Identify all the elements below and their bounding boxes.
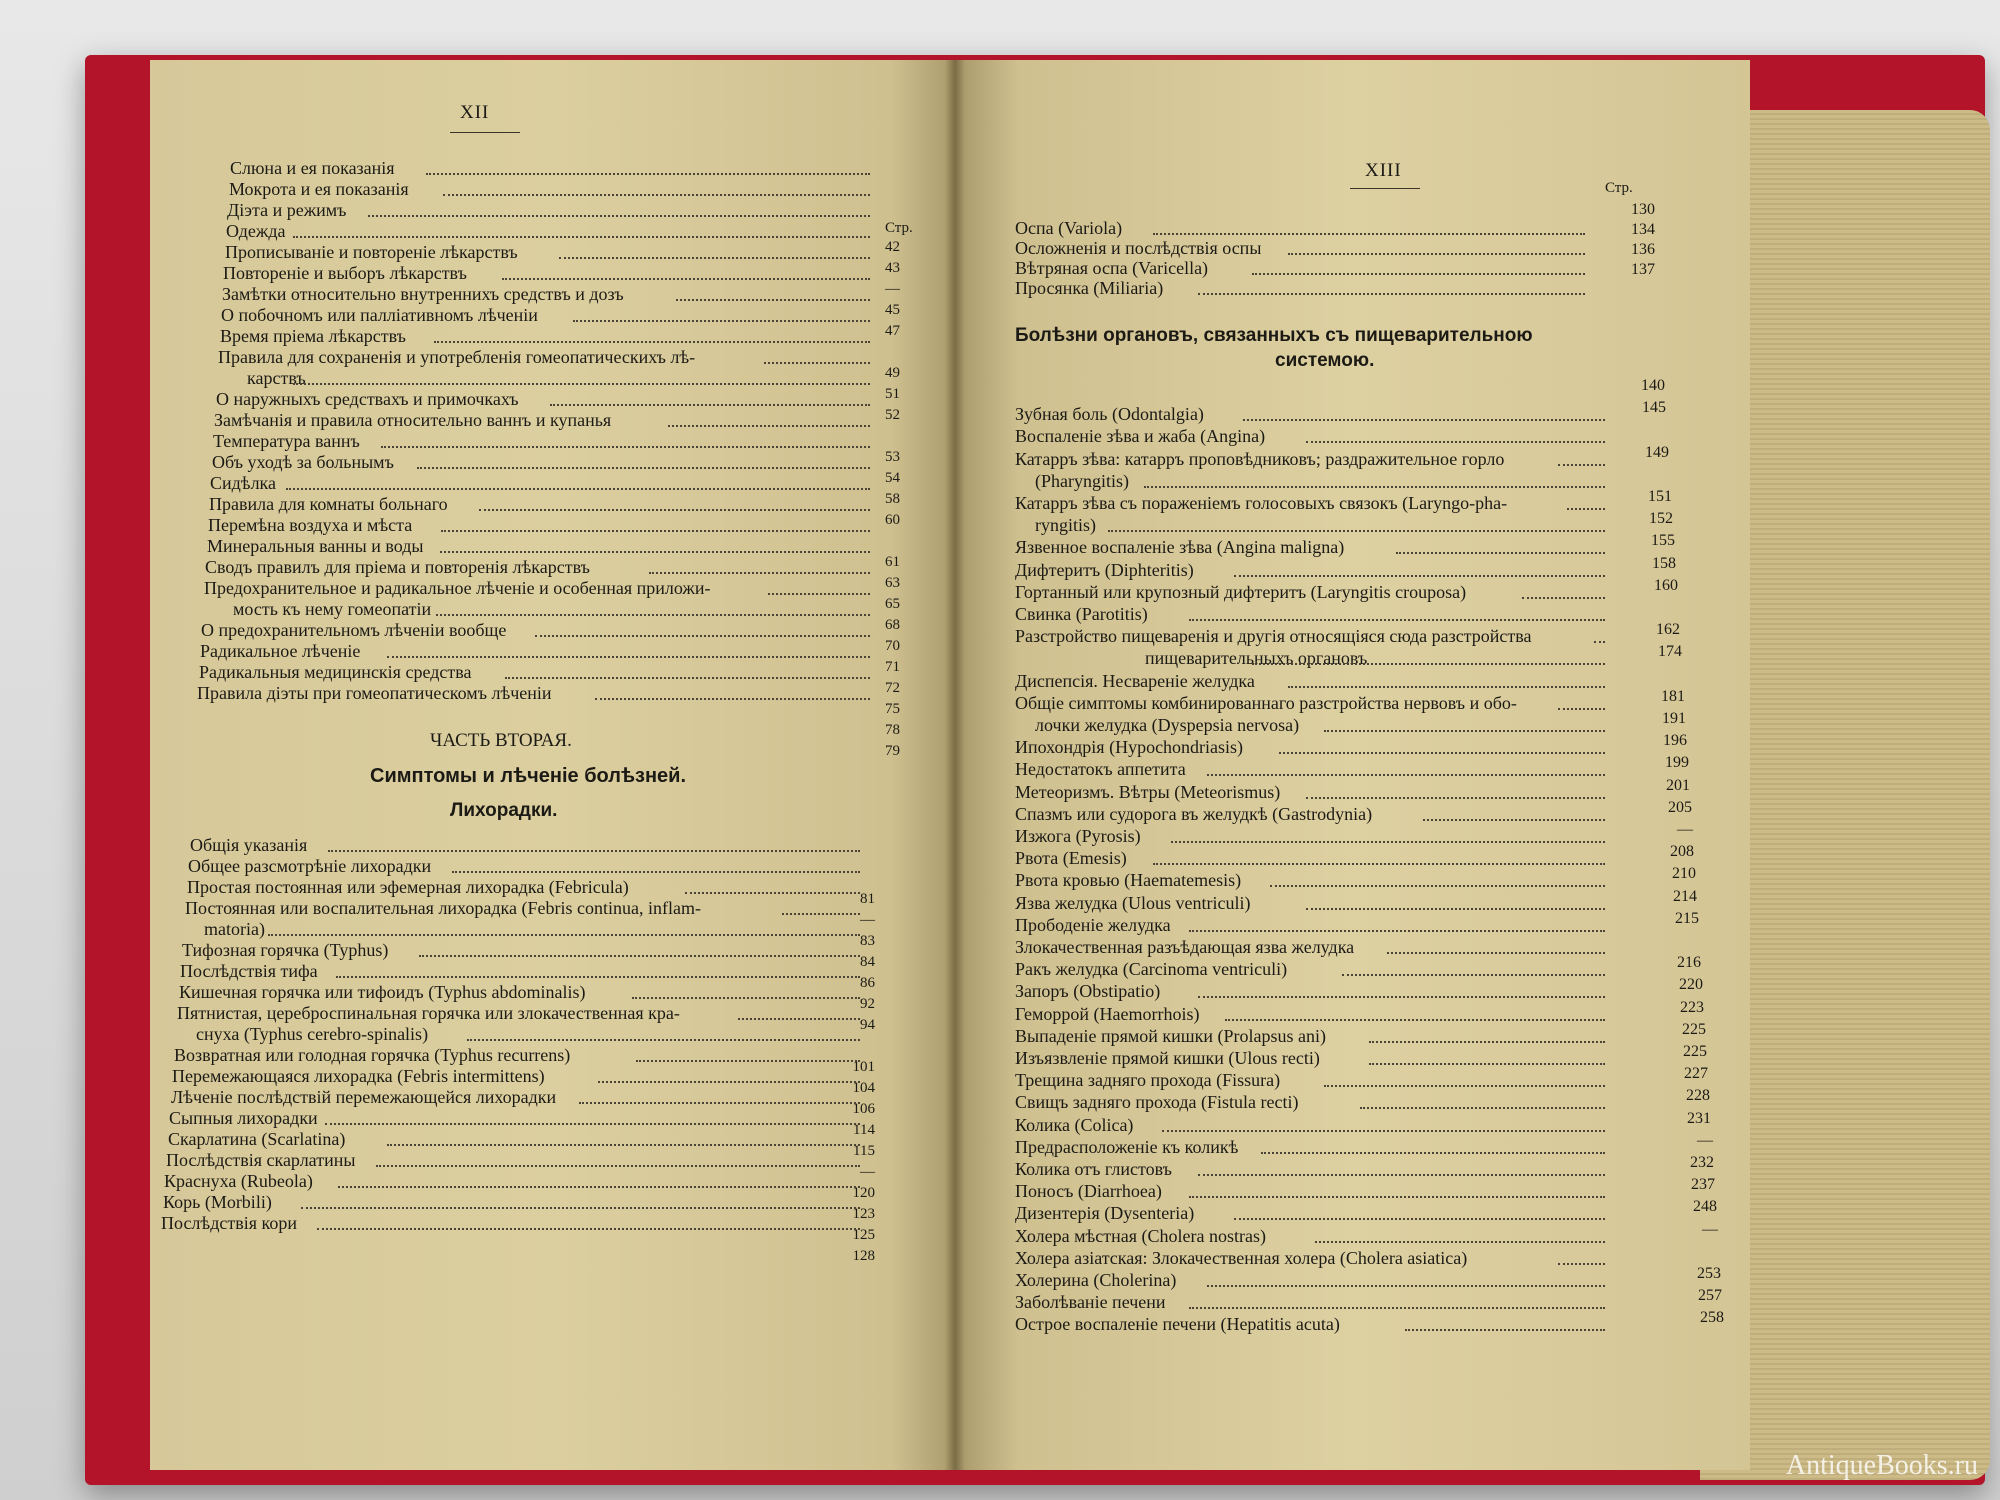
page-number: 79 (885, 743, 900, 759)
left-page (150, 60, 955, 1470)
left-toc-entry: Правила для сохраненія и употребленія гомеопатическихъ лѣ- (218, 347, 696, 367)
page-number: 101 (852, 1059, 875, 1075)
leader-dots (338, 1184, 860, 1188)
left-toc-entry: Температура ваннъ (213, 431, 360, 451)
leader-dots (1243, 417, 1605, 421)
leader-dots (1342, 972, 1605, 976)
leader-dots (1108, 528, 1605, 532)
leader-dots (1252, 271, 1585, 275)
page-number: 54 (885, 470, 900, 486)
right-toc-entry: Вѣтряная оспа (Varicella) (1015, 258, 1209, 278)
leader-dots (1198, 1172, 1605, 1176)
left-toc-entry: Общее разсмотрѣніе лихорадки (188, 856, 432, 876)
leader-dots (1270, 883, 1605, 887)
leader-dots (325, 1121, 860, 1125)
right-toc-entry: Диспепсія. Несвареніе желудка (1015, 670, 1255, 691)
leader-dots (434, 339, 870, 343)
right-folio-rule (1350, 188, 1420, 189)
page-number: — (860, 912, 875, 928)
page-number: 210 (1672, 865, 1696, 883)
page-number: — (1697, 1131, 1713, 1149)
page-number: 149 (1645, 443, 1669, 461)
part-title: ЧАСТЬ ВТОРАЯ. (430, 730, 572, 751)
page-number: 160 (1654, 576, 1678, 594)
left-toc-entry: Послѣдствія тифа (180, 961, 318, 981)
left-toc-entry: Объ уходѣ за больнымъ (212, 452, 394, 472)
right-toc-entry: Колика (Colica) (1015, 1114, 1134, 1135)
page-number: 114 (853, 1122, 875, 1138)
leader-dots (1594, 639, 1605, 643)
left-toc-entry: О предохранительномъ лѣченіи вообще (201, 620, 507, 640)
leader-dots (268, 932, 860, 936)
right-page-col-header: Стр. (1605, 180, 1633, 196)
section-title: Болѣзни органовъ, связанныхъ съ пищеварительною (1015, 325, 1533, 346)
left-folio: XII (460, 102, 490, 123)
page-number: 201 (1666, 776, 1690, 794)
left-toc-entry: Замѣтки относительно внутреннихъ средствъ и дозъ (222, 284, 624, 304)
page-number: 58 (885, 491, 900, 507)
page-number: — (1677, 821, 1693, 838)
leader-dots (1189, 1194, 1605, 1198)
page-number: 72 (885, 680, 900, 696)
page-number: 75 (885, 701, 900, 717)
right-toc-entry: Заболѣваніе печени (1015, 1292, 1166, 1313)
leader-dots (1405, 1327, 1605, 1331)
right-toc-entry: Оспа (Variola) (1015, 218, 1123, 238)
leader-dots (1423, 817, 1605, 821)
page-number: 63 (885, 575, 900, 591)
leader-dots (550, 402, 870, 406)
leader-dots (1198, 994, 1605, 998)
page-number: 232 (1690, 1154, 1714, 1171)
page-number: 137 (1631, 261, 1655, 278)
leader-dots (1288, 251, 1585, 255)
right-toc-entry: Осложненія и послѣдствія оспы (1015, 238, 1262, 258)
right-toc-entry: Язвенное воспаленіе зѣва (Angina maligna) (1015, 537, 1345, 558)
left-toc-entry: Возвратная или голодная горячка (Typhus recurrens) (174, 1045, 571, 1065)
left-toc-entry: Тифозная горячка (Typhus) (182, 940, 389, 960)
page-number: 130 (1631, 201, 1655, 218)
right-toc-entry: Холера мѣстная (Cholera nostras) (1015, 1225, 1266, 1246)
page-number: 181 (1661, 687, 1685, 705)
page-number: 81 (860, 891, 875, 907)
leader-dots (1198, 291, 1585, 295)
right-toc-entry: (Pharyngitis) (1035, 470, 1129, 491)
page-number: 71 (885, 659, 900, 675)
left-toc-entry: Прописываніе и повтореніе лѣкарствъ (225, 242, 518, 262)
right-toc-entry: Геморрой (Haemorrhois) (1015, 1003, 1200, 1024)
leader-dots (1558, 706, 1605, 710)
page-number: 86 (860, 975, 875, 991)
page-number: 136 (1631, 241, 1655, 258)
right-toc-entry: Прободеніе желудка (1015, 914, 1171, 935)
left-toc-entry: Кишечная горячка или тифоидъ (Typhus abdominalis) (179, 982, 586, 1002)
leader-dots (1306, 439, 1605, 443)
left-toc-entry: Повтореніе и выборъ лѣкарствъ (223, 263, 467, 283)
page-number: 60 (885, 512, 900, 528)
right-toc-entry: Просянка (Miliaria) (1015, 278, 1164, 298)
left-toc-entry: Послѣдствія кори (161, 1213, 297, 1233)
leader-dots (1261, 1150, 1605, 1154)
leader-dots (1153, 861, 1605, 865)
leader-dots (293, 381, 870, 385)
leader-dots (1522, 595, 1605, 599)
page-number: 84 (860, 954, 875, 970)
watermark: AntiqueBooks.ru (1785, 1450, 1978, 1481)
leader-dots (1315, 1239, 1605, 1243)
right-toc-entry: Злокачественная разъѣдающая язва желудка (1015, 937, 1355, 957)
leader-dots (328, 848, 860, 852)
right-toc-entry: Изжога (Pyrosis) (1015, 826, 1141, 846)
leader-dots (1558, 1261, 1605, 1265)
leader-dots (668, 423, 870, 427)
leader-dots (1225, 1017, 1605, 1021)
page-number: — (885, 281, 900, 297)
page-number: 61 (885, 554, 900, 570)
page-number: 196 (1663, 732, 1687, 750)
leader-dots (436, 612, 870, 616)
leader-dots (1189, 928, 1605, 932)
right-toc-entry: Зубная боль (Odontalgia) (1015, 404, 1204, 425)
page-number: 47 (885, 323, 900, 339)
leader-dots (336, 974, 860, 978)
leader-dots (1207, 1283, 1605, 1287)
right-toc-entry: пищеварительныхъ органовъ (1145, 648, 1368, 669)
page-number: 94 (860, 1017, 875, 1033)
left-toc-entry: О побочномъ или паллiативномъ лѣченiи (221, 305, 538, 325)
page-number: 70 (885, 638, 900, 654)
leader-dots (301, 1205, 860, 1209)
leader-dots (1144, 484, 1605, 488)
page-number: 128 (852, 1248, 875, 1264)
left-toc-entry: Слюна и ея показанія (230, 158, 395, 178)
leader-dots (1234, 573, 1605, 577)
right-page (955, 60, 1750, 1470)
page-number: 223 (1680, 998, 1704, 1016)
left-toc-entry: matoria) (204, 919, 265, 939)
left-toc-entry: Сводъ правилъ для пріема и повторенія лѣкарствъ (205, 557, 590, 577)
page-number: 120 (852, 1185, 875, 1201)
leader-dots (443, 192, 870, 196)
leader-dots (467, 1037, 860, 1041)
leader-dots (441, 528, 870, 532)
right-toc-entry: Воспаленіе зѣва и жаба (Angina) (1015, 426, 1266, 447)
page-number: 227 (1684, 1065, 1708, 1083)
left-toc-entry: Время пріема лѣкарствъ (220, 326, 406, 346)
left-toc-entry: Краснуха (Rubeola) (164, 1171, 313, 1191)
page-number: 220 (1679, 976, 1703, 994)
right-toc-entry: Спазмъ или судорога въ желудкѣ (Gastrodynia) (1015, 803, 1373, 824)
left-toc-entry: Послѣдствія скарлатины (166, 1150, 356, 1170)
page-number: 231 (1687, 1109, 1711, 1127)
leader-dots (440, 549, 870, 553)
book-gutter (945, 60, 965, 1470)
left-toc-entry: Радикальныя медицинскія средства (199, 662, 472, 682)
right-toc-entry: Трещина задняго прохода (Fissura) (1015, 1070, 1281, 1091)
right-folio: XIII (1365, 160, 1402, 181)
leader-dots (286, 486, 870, 490)
left-toc-entry: снуха (Typhus cerebro-spinalis) (196, 1024, 429, 1044)
leader-dots (1153, 231, 1585, 235)
page-number: 257 (1698, 1287, 1722, 1305)
leader-dots (1558, 462, 1605, 466)
right-toc-entry: Ипохондрія (Hypochondriasis) (1015, 737, 1244, 758)
leader-dots (595, 696, 870, 700)
page-number: 115 (853, 1143, 875, 1159)
leader-dots (502, 276, 870, 280)
left-folio-rule (450, 132, 520, 133)
page-number: 155 (1651, 532, 1675, 550)
page-number: 145 (1642, 399, 1666, 417)
leader-dots (417, 465, 870, 469)
page-number: 65 (885, 596, 900, 612)
right-toc-entry: Метеоризмъ. Вѣтры (Meteorismus) (1015, 781, 1281, 802)
leader-dots (381, 444, 870, 448)
right-toc-entry: Запоръ (Obstipatio) (1015, 981, 1161, 1002)
page-number: 237 (1691, 1176, 1715, 1194)
page-number: 215 (1675, 909, 1699, 927)
leader-dots (387, 1142, 860, 1146)
leader-dots (426, 171, 870, 175)
right-toc-entry: Недостатокъ аппетита (1015, 759, 1186, 780)
page-number: 258 (1700, 1309, 1724, 1327)
leader-dots (1288, 684, 1605, 688)
left-toc-entry: Мокрота и ея показанія (229, 179, 409, 199)
page-number: 174 (1658, 643, 1682, 661)
left-toc-entry: Корь (Morbili) (163, 1192, 272, 1212)
leader-dots (387, 654, 870, 658)
left-toc-entry: Лѣченіе послѣдствій перемежающейся лихорадки (171, 1087, 557, 1107)
left-toc-entry: Перемѣна воздуха и мѣста (208, 515, 413, 535)
left-toc-entry: Перемежающаяся лихорадка (Febris intermittens) (172, 1066, 545, 1086)
left-toc-entry: Пятнистая, цереброспинальная горячка или злокачественная кра- (177, 1003, 680, 1023)
leader-dots (1306, 906, 1605, 910)
right-toc-entry: Дизентерія (Dysenteria) (1015, 1203, 1195, 1224)
page-number: 49 (885, 365, 900, 381)
page-number: 51 (885, 386, 900, 402)
page-number: 225 (1683, 1043, 1707, 1060)
leader-dots (1234, 1216, 1605, 1220)
left-toc-entry: Минеральныя ванны и воды (207, 536, 424, 556)
right-toc-entry: Общіе симптомы комбинированнаго разстройства нервовъ и обо- (1015, 692, 1517, 713)
leader-dots (1567, 506, 1605, 510)
leader-dots (419, 953, 860, 957)
leader-dots (317, 1226, 860, 1230)
left-toc-entry: мость къ нему гомеопатіи (233, 599, 432, 619)
left-toc-entry: Замѣчанія и правила относительно ваннъ и купанья (214, 410, 612, 430)
left-page-col-header: Стр. (885, 220, 913, 236)
section-title: Симптомы и лѣченіе болѣзней. (370, 765, 687, 787)
leader-dots (1369, 1061, 1605, 1065)
page-number: 104 (852, 1080, 875, 1096)
subsection-title: Лихорадки. (450, 800, 558, 821)
leader-dots (1252, 661, 1605, 665)
leader-dots (1369, 1039, 1605, 1043)
leader-dots (573, 318, 870, 322)
left-toc-entry: Сидѣлка (210, 473, 277, 493)
right-toc-entry: лочки желудка (Dyspepsia nervosa) (1035, 715, 1300, 735)
leader-dots (1279, 750, 1605, 754)
page-number: 45 (885, 302, 900, 318)
right-toc-entry: Дифтеритъ (Diphteritis) (1015, 559, 1194, 580)
right-toc-entry: Рвота (Emesis) (1015, 848, 1127, 869)
page-number: 225 (1682, 1020, 1706, 1038)
right-toc-entry: ryngitis) (1035, 515, 1096, 536)
left-toc-entry: О наружныхъ средствахъ и примочкахъ (216, 389, 519, 409)
page-number: 42 (885, 239, 900, 255)
page-number: 199 (1665, 754, 1689, 772)
leader-dots (1306, 795, 1605, 799)
left-toc-entry: Радикальное лѣченіе (200, 641, 361, 661)
leader-dots (535, 633, 870, 637)
page-number: 152 (1649, 510, 1673, 528)
leader-dots (452, 869, 860, 873)
right-toc-entry: Выпаденіе прямой кишки (Prolapsus ani) (1015, 1025, 1327, 1046)
leader-dots (1171, 839, 1605, 843)
page-number: 158 (1652, 554, 1676, 572)
left-toc-entry: Постоянная или воспалительная лихорадка (Febris continua, inflam- (185, 898, 701, 918)
leader-dots (1360, 1105, 1605, 1109)
page-number: 151 (1648, 488, 1672, 505)
leader-dots (1189, 617, 1605, 621)
page-number: 191 (1662, 710, 1686, 727)
page-number: 134 (1631, 221, 1655, 238)
leader-dots (293, 234, 870, 238)
page-number: 78 (885, 722, 900, 738)
right-toc-entry: Предрасположеніе къ коликѣ (1015, 1136, 1239, 1157)
leader-dots (1387, 950, 1605, 954)
page-number: 248 (1693, 1198, 1717, 1216)
left-toc-entry: Общія указанія (190, 835, 308, 855)
right-toc-entry: Ракъ желудка (Carcinoma ventriculi) (1015, 959, 1288, 980)
leader-dots (1189, 1305, 1605, 1309)
page-number: 253 (1697, 1265, 1721, 1282)
left-toc-entry: Сыпныя лихорадки (169, 1108, 318, 1128)
page-number: 162 (1656, 621, 1680, 639)
page-number: 52 (885, 407, 900, 423)
right-toc-entry: Свищъ задняго прохода (Fistula recti) (1015, 1092, 1299, 1113)
right-toc-entry: Разстройство пищеваренія и другія относящіяся сюда разстройства (1015, 626, 1532, 647)
right-toc-entry: Катарръ зѣва съ пораженіемъ голосовыхъ связокъ (Laryngo-pha- (1015, 493, 1508, 513)
page-number: 83 (860, 933, 875, 949)
leader-dots (1324, 728, 1605, 732)
left-toc-entry: Предохранительное и радикальное лѣченіе и особенная приложи- (204, 578, 711, 598)
section-title-cont: системою. (1275, 350, 1375, 371)
right-toc-entry: Гортанный или крупозный дифтеритъ (Laryngitis crouposa) (1015, 581, 1467, 602)
page-number: 125 (852, 1227, 875, 1243)
right-toc-entry: Холерина (Cholerina) (1015, 1270, 1177, 1290)
leader-dots (505, 675, 870, 679)
right-toc-entry: Поносъ (Diarrhoea) (1015, 1181, 1162, 1202)
page-number: 92 (860, 996, 875, 1012)
right-toc-entry: Катарръ зѣва: катарръ проповѣдниковъ; раздражительное горло (1015, 448, 1505, 469)
page-number: — (860, 1164, 875, 1180)
leader-dots (376, 1163, 860, 1167)
left-toc-entry: Простая постоянная или эфемерная лихорадка (Febricula) (187, 877, 629, 897)
left-toc-entry: Скарлатина (Scarlatina) (168, 1129, 346, 1149)
page-number: 214 (1673, 887, 1697, 905)
leader-dots (649, 570, 870, 574)
leader-dots (1207, 772, 1605, 776)
right-toc-entry: Свинка (Parotitis) (1015, 604, 1148, 624)
page-number: 140 (1641, 377, 1665, 394)
left-toc-entry: Правила для комнаты больнаго (209, 494, 448, 514)
leader-dots (479, 507, 870, 511)
page-number: 123 (852, 1206, 875, 1222)
left-toc-entry: Правила діэты при гомеопатическомъ лѣченіи (197, 683, 552, 703)
leader-dots (368, 213, 870, 217)
right-toc-entry: Язва желудка (Ulous ventriculi) (1015, 892, 1251, 913)
page-number: — (1702, 1220, 1718, 1238)
page-number: 216 (1677, 954, 1701, 972)
left-toc-entry: Одежда (226, 221, 286, 241)
right-toc-entry: Колика отъ глистовъ (1015, 1159, 1172, 1179)
leader-dots (559, 255, 870, 259)
page-number: 106 (852, 1101, 875, 1117)
page-number: 228 (1686, 1087, 1710, 1105)
page-number: 53 (885, 449, 900, 465)
right-toc-entry: Острое воспаленіе печени (Hepatitis acuta) (1015, 1314, 1340, 1335)
leader-dots (1396, 550, 1605, 554)
right-toc-entry: Холера азіатская: Злокачественная холера (Cholera asiatica) (1015, 1247, 1468, 1268)
page-number: 208 (1670, 843, 1694, 861)
right-toc-entry: Изъязвленіе прямой кишки (Ulous recti) (1015, 1048, 1320, 1068)
right-toc-entry: Рвота кровью (Haematemesis) (1015, 870, 1242, 891)
page-number: 205 (1668, 798, 1692, 816)
leader-dots (1324, 1083, 1605, 1087)
page-number: 68 (885, 617, 900, 633)
page-number: 43 (885, 260, 900, 276)
left-toc-entry: карствъ (247, 368, 306, 388)
leader-dots (1162, 1128, 1605, 1132)
left-toc-entry: Діэта и режимъ (227, 200, 347, 220)
